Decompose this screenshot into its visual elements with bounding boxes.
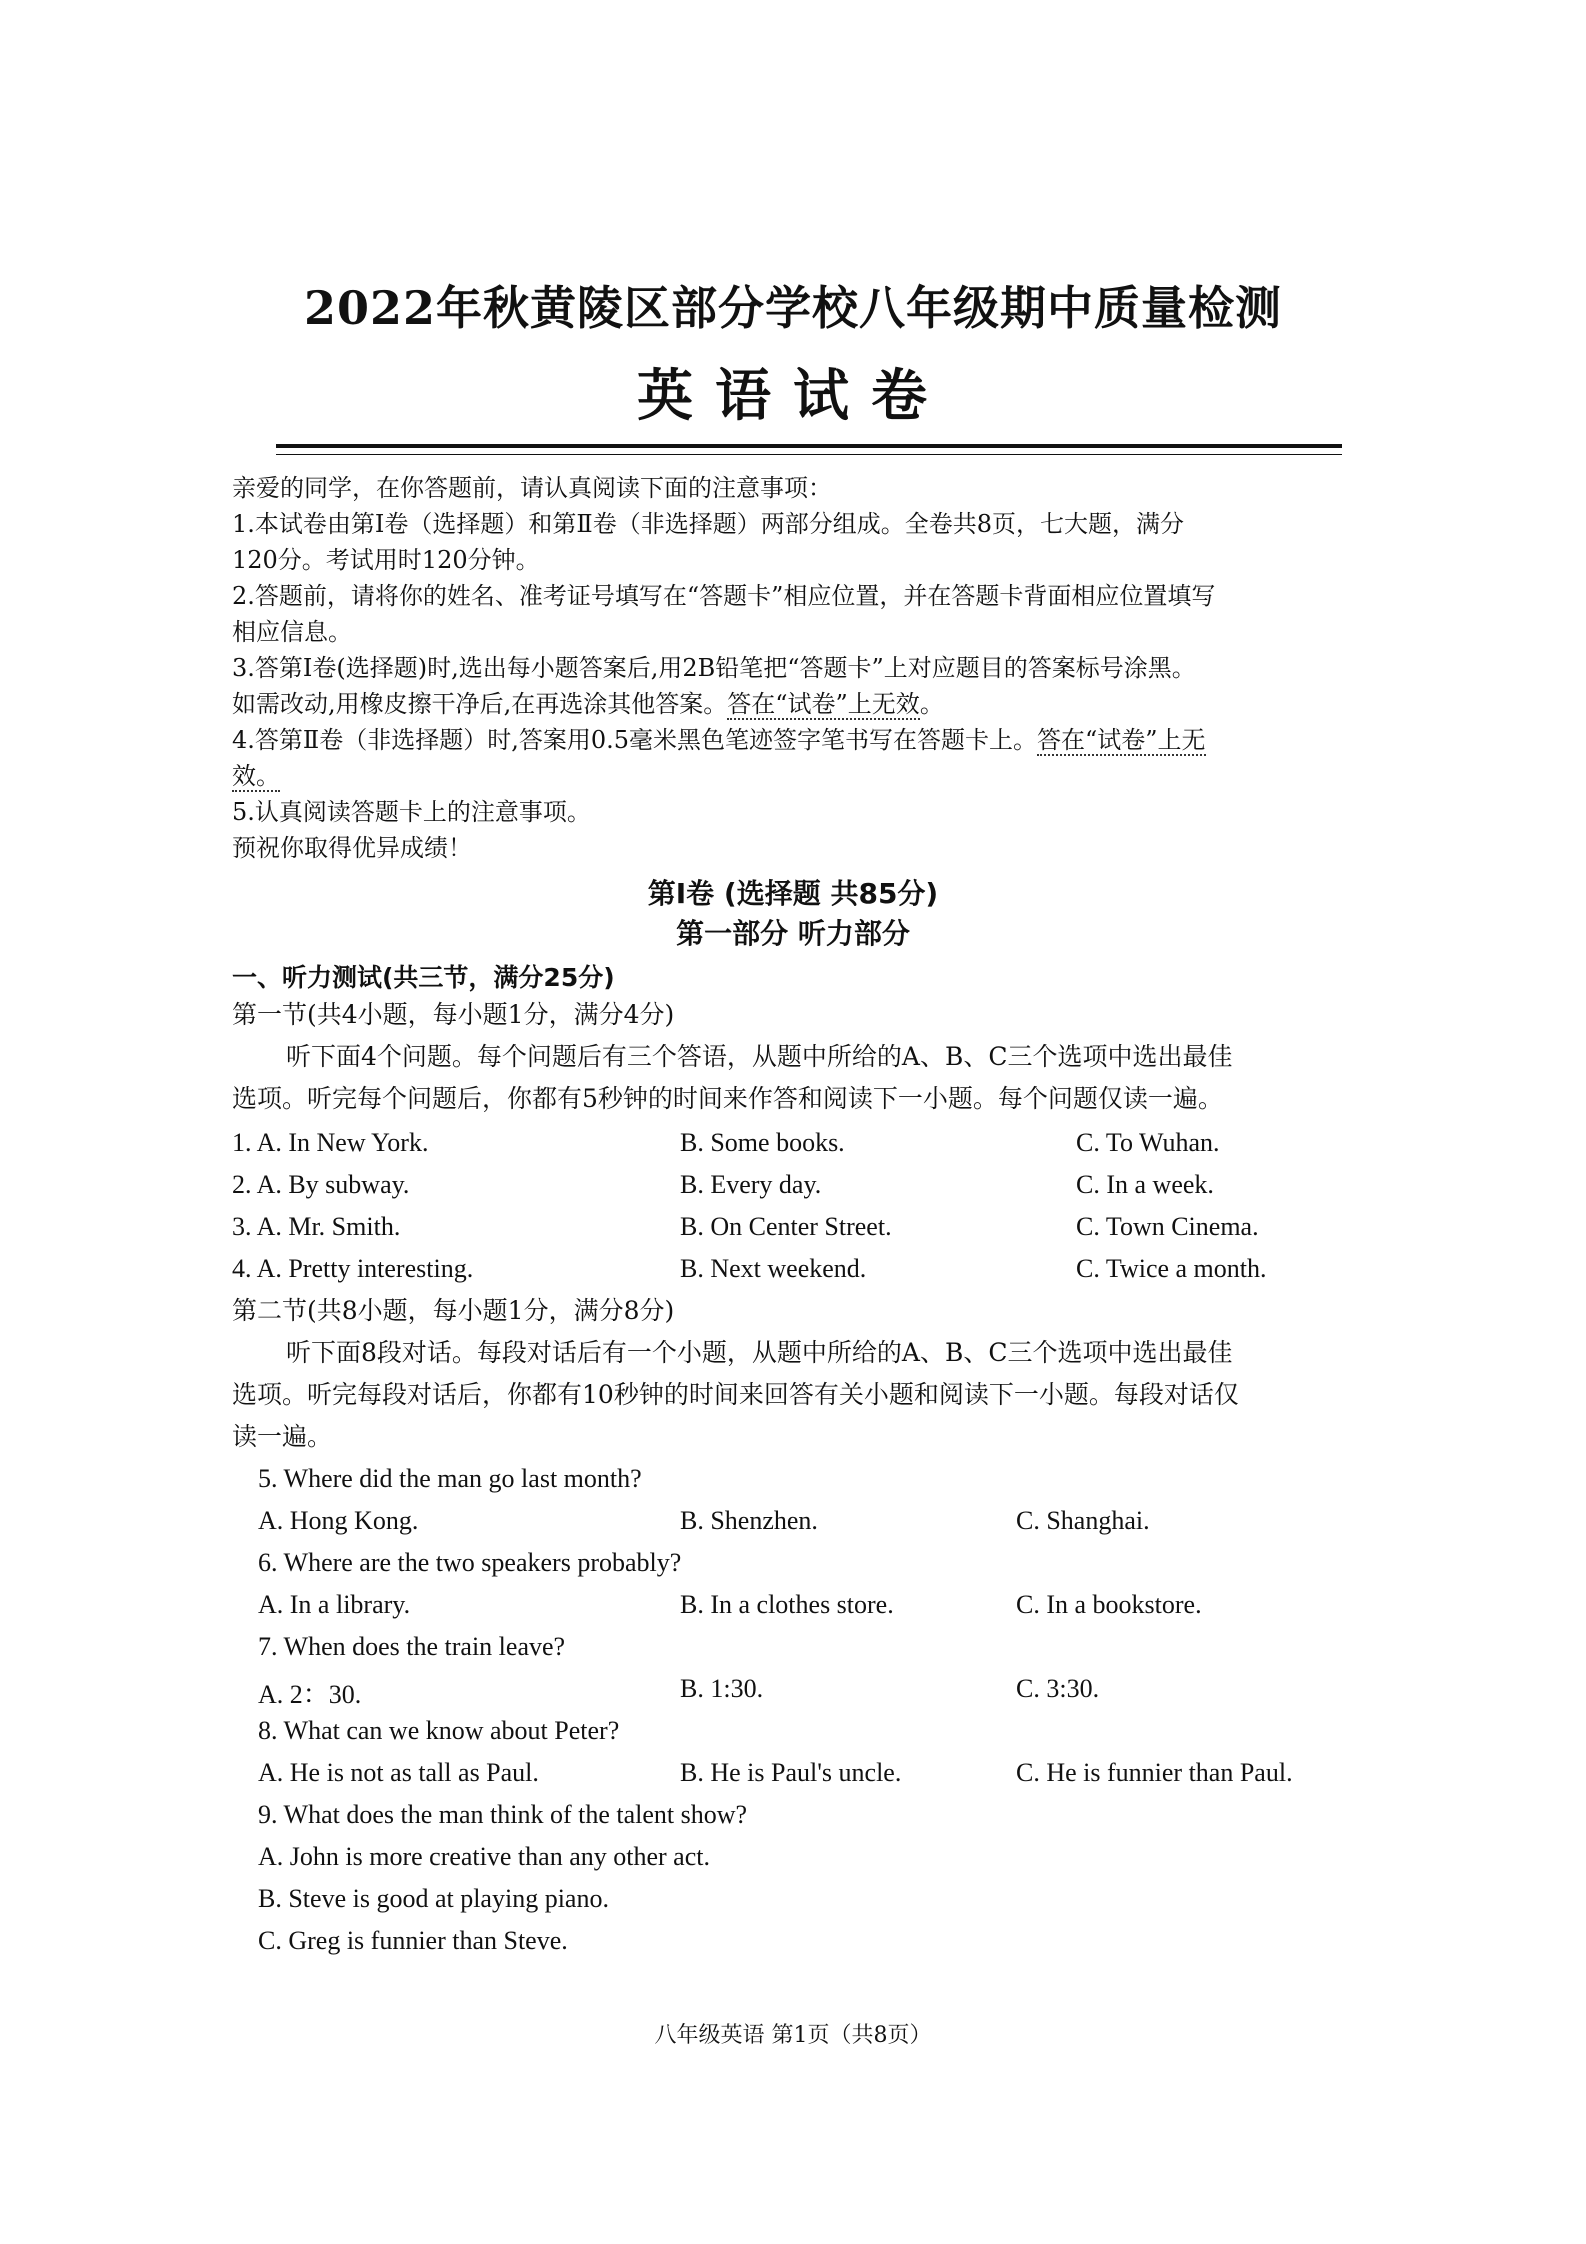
q6-option-b: B. In a clothes store. — [680, 1590, 894, 1619]
q9-stem: 9. What does the man think of the talent show? — [258, 1800, 748, 1829]
sec2-instruction-end: 读一遍。 — [232, 1422, 333, 1451]
title-rule-thin — [276, 454, 1342, 455]
q9-option-b: B. Steve is good at playing piano. — [258, 1884, 609, 1913]
listening-section-title: 一、听力测试(共三节，满分25分) — [232, 963, 615, 992]
notice-wish: 预祝你取得优异成绩！ — [232, 834, 472, 862]
q3-option-a: 3. A. Mr. Smith. — [232, 1212, 401, 1241]
exam-subject-title: 英语试卷 — [637, 363, 949, 429]
q7-option-b: B. 1:30. — [680, 1674, 764, 1703]
sec2-title: 第二节(共8小题，每小题1分，满分8分) — [232, 1296, 675, 1325]
q5-option-a: A. Hong Kong. — [258, 1506, 419, 1535]
notice-item-3-cont — [232, 686, 944, 722]
sec2-instruction-cont: 选项。听完每段对话后，你都有10秒钟的时间来回答有关小题和阅读下一小题。每段对话仅 — [232, 1380, 1239, 1409]
notice-item-4-emphasis-cont: 效。 — [232, 762, 280, 790]
q6-stem: 6. Where are the two speakers probably? — [258, 1548, 682, 1577]
q8-option-c: C. He is funnier than Paul. — [1016, 1758, 1293, 1787]
notice-item-3-emphasis: 答在“试卷”上无效 — [727, 690, 920, 718]
page-footer: 八年级英语 第1页（共8页） — [654, 2023, 932, 2048]
q5-stem: 5. Where did the man go last month? — [258, 1464, 642, 1493]
q4-option-a: 4. A. Pretty interesting. — [232, 1254, 474, 1283]
exam-title: 2022年秋黄陵区部分学校八年级期中质量检测 — [303, 281, 1283, 335]
q8-option-b: B. He is Paul's uncle. — [680, 1758, 902, 1787]
q6-option-a: A. In a library. — [258, 1590, 411, 1619]
notice-item-1-cont: 120分。考试用时120分钟。 — [232, 546, 540, 574]
q5-option-b: B. Shenzhen. — [680, 1506, 818, 1535]
notice-item-4-cont — [232, 758, 280, 794]
q2-option-b: B. Every day. — [680, 1170, 822, 1199]
notice-item-4-emphasis: 答在“试卷”上无 — [1037, 726, 1206, 754]
title-rule-thick — [276, 444, 1342, 448]
q6-option-c: C. In a bookstore. — [1016, 1590, 1202, 1619]
notice-item-4-text: 4.答第Ⅱ卷（非选择题）时,答案用0.5毫米黑色笔迹签字笔书写在答题卡上。 — [232, 726, 1038, 754]
notice-item-3-text: 如需改动,用橡皮擦干净后,在再选涂其他答案。 — [232, 690, 728, 718]
notice-item-4 — [232, 722, 1206, 758]
q2-option-a: 2. A. By subway. — [232, 1170, 410, 1199]
q1-option-b: B. Some books. — [680, 1128, 845, 1157]
q7-stem: 7. When does the train leave? — [258, 1632, 566, 1661]
notice-intro: 亲爱的同学，在你答题前，请认真阅读下面的注意事项： — [232, 474, 832, 502]
q1-option-c: C. To Wuhan. — [1076, 1128, 1220, 1157]
q3-option-c: C. Town Cinema. — [1076, 1212, 1259, 1241]
volume-heading: 第Ⅰ卷 (选择题 共85分) — [647, 877, 939, 910]
notice-item-3-end: 。 — [919, 690, 944, 718]
q3-option-b: B. On Center Street. — [680, 1212, 892, 1241]
notice-item-2-cont: 相应信息。 — [232, 618, 352, 646]
sec1-instruction-cont: 选项。听完每个问题后，你都有5秒钟的时间来作答和阅读下一小题。每个问题仅读一遍。 — [232, 1084, 1223, 1113]
notice-item-3: 3.答第Ⅰ卷(选择题)时,选出每小题答案后,用2B铅笔把“答题卡”上对应题目的答案标号涂黑。 — [232, 654, 1196, 682]
sec2-instruction: 听下面8段对话。每段对话后有一个小题，从题中所给的A、B、C三个选项中选出最佳 — [286, 1338, 1233, 1367]
notice-item-5: 5.认真阅读答题卡上的注意事项。 — [232, 798, 591, 826]
q2-option-c: C. In a week. — [1076, 1170, 1214, 1199]
q5-option-c: C. Shanghai. — [1016, 1506, 1150, 1535]
q4-option-c: C. Twice a month. — [1076, 1254, 1267, 1283]
q8-option-a: A. He is not as tall as Paul. — [258, 1758, 539, 1787]
q1-option-a: 1. A. In New York. — [232, 1128, 429, 1157]
notice-item-1: 1.本试卷由第Ⅰ卷（选择题）和第Ⅱ卷（非选择题）两部分组成。全卷共8页，七大题，满分 — [232, 510, 1184, 538]
sec1-title: 第一节(共4小题，每小题1分，满分4分) — [232, 1000, 675, 1029]
q4-option-b: B. Next weekend. — [680, 1254, 867, 1283]
part-heading: 第一部分 听力部分 — [676, 917, 910, 950]
notice-item-2: 2.答题前，请将你的姓名、准考证号填写在“答题卡”相应位置，并在答题卡背面相应位置填写 — [232, 582, 1216, 610]
q9-option-a: A. John is more creative than any other act. — [258, 1842, 710, 1871]
q9-option-c: C. Greg is funnier than Steve. — [258, 1926, 568, 1955]
q7-option-a: A. 2：30. — [258, 1680, 362, 1709]
q7-option-c: C. 3:30. — [1016, 1674, 1100, 1703]
sec1-instruction: 听下面4个问题。每个问题后有三个答语，从题中所给的A、B、C三个选项中选出最佳 — [286, 1042, 1233, 1071]
q8-stem: 8. What can we know about Peter? — [258, 1716, 620, 1745]
